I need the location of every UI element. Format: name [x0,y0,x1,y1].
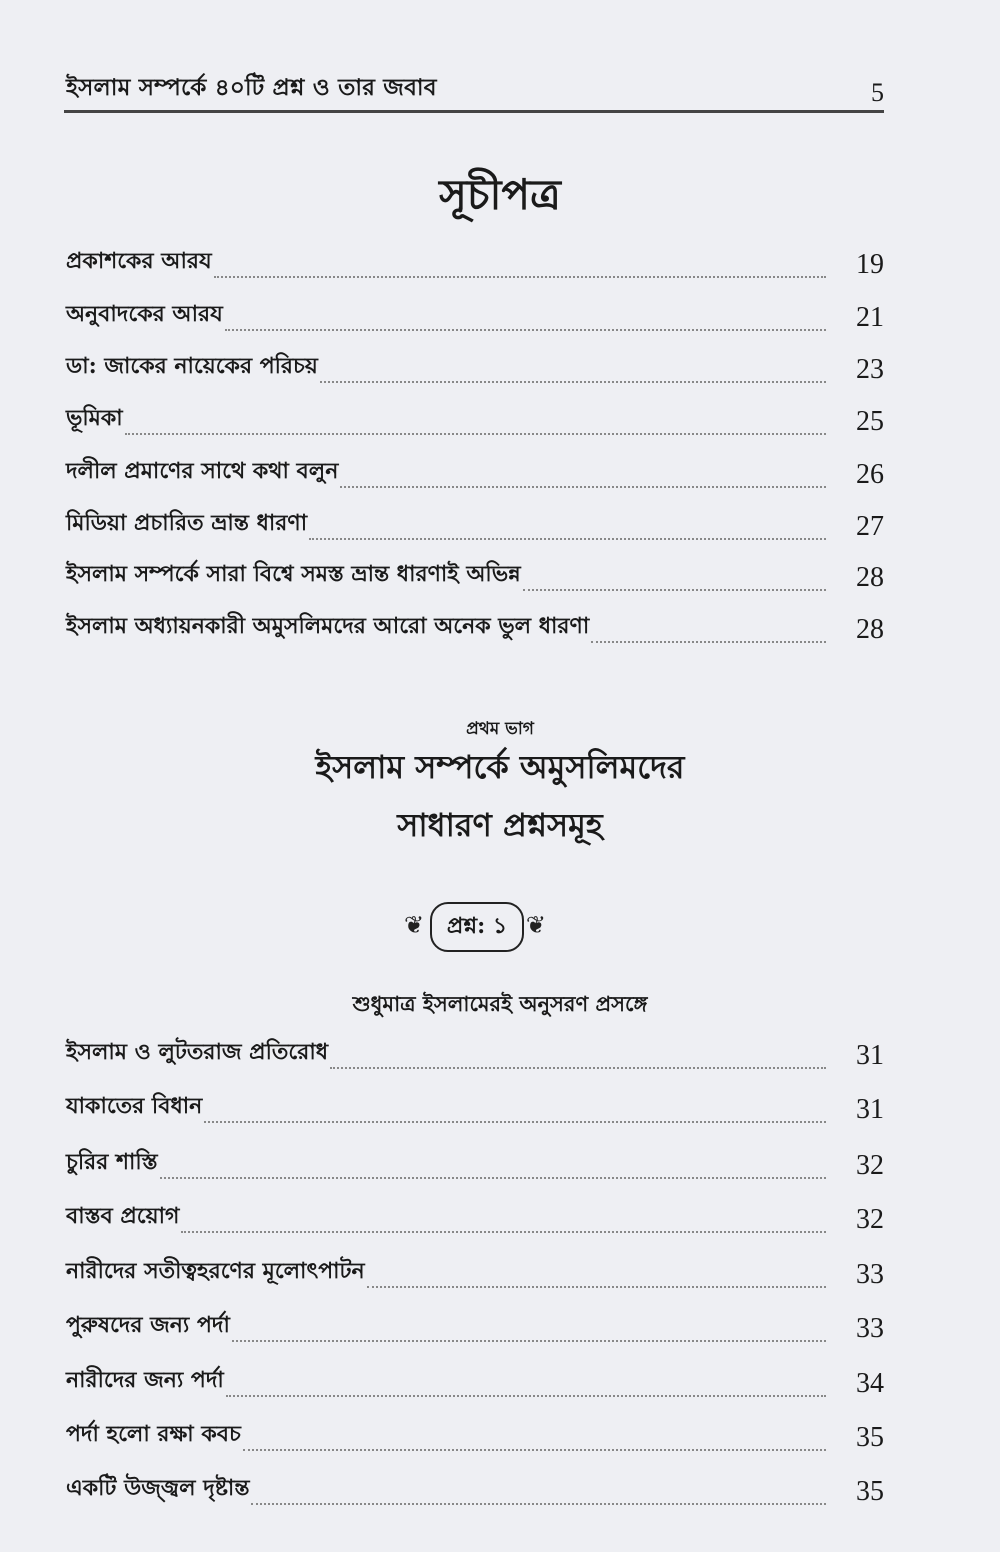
toc-entry[interactable] [66,1364,884,1400]
ornament-right-icon: ❦ [525,911,546,939]
dot-leader [523,589,826,591]
toc-entry[interactable] [66,558,884,594]
dot-leader [309,538,826,540]
entry-label: ভূমিকা [66,405,123,431]
entry-label: বাস্তব প্রয়োগ [66,1203,180,1229]
toc-entry[interactable] [66,1472,884,1508]
entry-page: 35 [856,1476,884,1507]
dot-leader [204,1121,826,1123]
dot-leader [243,1449,826,1451]
entry-label: নারীদের জন্য পর্দা [66,1367,224,1393]
toc-entry[interactable] [66,245,884,281]
entry-label: ইসলাম অধ্যায়নকারী অমুসলিমদের আরো অনেক ভুল ধারণা [66,613,590,639]
dot-leader [320,381,826,383]
entry-label: দলীল প্রমাণের সাথে কথা বলুন [66,458,339,484]
entry-label: অনুবাদকের আরয [66,301,223,327]
entry-label: একটি উজ্জ্বল দৃষ্টান্ত [66,1475,250,1501]
running-head [66,68,884,108]
entry-page: 31 [856,1040,884,1071]
toc-title: সূচীপত্র [439,170,561,219]
dot-leader [340,486,826,488]
entry-page: 27 [856,511,884,542]
dot-leader [160,1177,826,1179]
dot-leader [214,276,826,278]
dot-leader [591,641,826,643]
entry-label: পর্দা হলো রক্ষা কবচ [66,1421,241,1447]
entry-label: মিডিয়া প্রচারিত ভ্রান্ত ধারণা [66,510,308,536]
dot-leader [232,1340,826,1342]
dot-leader [181,1231,826,1233]
toc-entry[interactable] [66,298,884,334]
entry-page: 31 [856,1094,884,1125]
toc-entry[interactable] [66,1309,884,1345]
dot-leader [367,1286,826,1288]
part-label: প্রথম ভাগ [466,719,534,739]
question-badge [400,900,550,952]
toc-entry[interactable] [66,350,884,386]
toc-entry[interactable] [66,1090,884,1126]
entry-label: পুরুষদের জন্য পর্দা [66,1312,230,1338]
entry-page: 34 [856,1368,884,1399]
section-heading: শুধুমাত্র ইসলামেরই অনুসরণ প্রসঙ্গে [352,991,648,1016]
question-number: প্রশ্ন: ১ [430,902,524,952]
entry-label: নারীদের সতীত্বহরণের মূলোৎপাটন [66,1258,365,1284]
book-title: ইসলাম সম্পর্কে ৪০টি প্রশ্ন ও তার জবাব [66,74,437,101]
part-title-line-2: সাধারণ প্রশ্নসমূহ [397,806,603,844]
header-rule [64,110,884,113]
entry-label: ডা: জাকের নায়েকের পরিচয় [66,353,318,379]
entry-label: প্রকাশকের আরয [66,248,212,274]
entry-page: 21 [856,302,884,333]
entry-label: চুরির শাস্তি [66,1149,158,1175]
part-title-line-1: ইসলাম সম্পর্কে অমুসলিমদের [315,748,685,786]
toc-entry[interactable] [66,1200,884,1236]
entry-page: 33 [856,1313,884,1344]
toc-entry[interactable] [66,610,884,646]
entry-page: 28 [856,614,884,645]
entry-page: 28 [856,562,884,593]
dot-leader [330,1067,826,1069]
entry-page: 25 [856,406,884,437]
entry-label: ইসলাম সম্পর্কে সারা বিশ্বে সমস্ত ভ্রান্ত ধারণাই অভিন্ন [66,561,521,587]
toc-entry[interactable] [66,1146,884,1182]
entry-label: যাকাতের বিধান [66,1093,203,1119]
dot-leader [225,329,826,331]
toc-entry[interactable] [66,455,884,491]
page-number: 5 [871,78,884,107]
entry-label: ইসলাম ও লুটতরাজ প্রতিরোধ [66,1039,329,1065]
toc-entry[interactable] [66,507,884,543]
entry-page: 32 [856,1204,884,1235]
toc-entry[interactable] [66,1255,884,1291]
entry-page: 26 [856,459,884,490]
dot-leader [125,433,826,435]
ornament-left-icon: ❦ [404,911,425,939]
dot-leader [226,1395,826,1397]
toc-entry[interactable] [66,402,884,438]
entry-page: 33 [856,1259,884,1290]
entry-page: 35 [856,1422,884,1453]
entry-page: 32 [856,1150,884,1181]
entry-page: 23 [856,354,884,385]
toc-entry[interactable] [66,1036,884,1072]
dot-leader [251,1503,826,1505]
toc-entry[interactable] [66,1418,884,1454]
entry-page: 19 [856,249,884,280]
